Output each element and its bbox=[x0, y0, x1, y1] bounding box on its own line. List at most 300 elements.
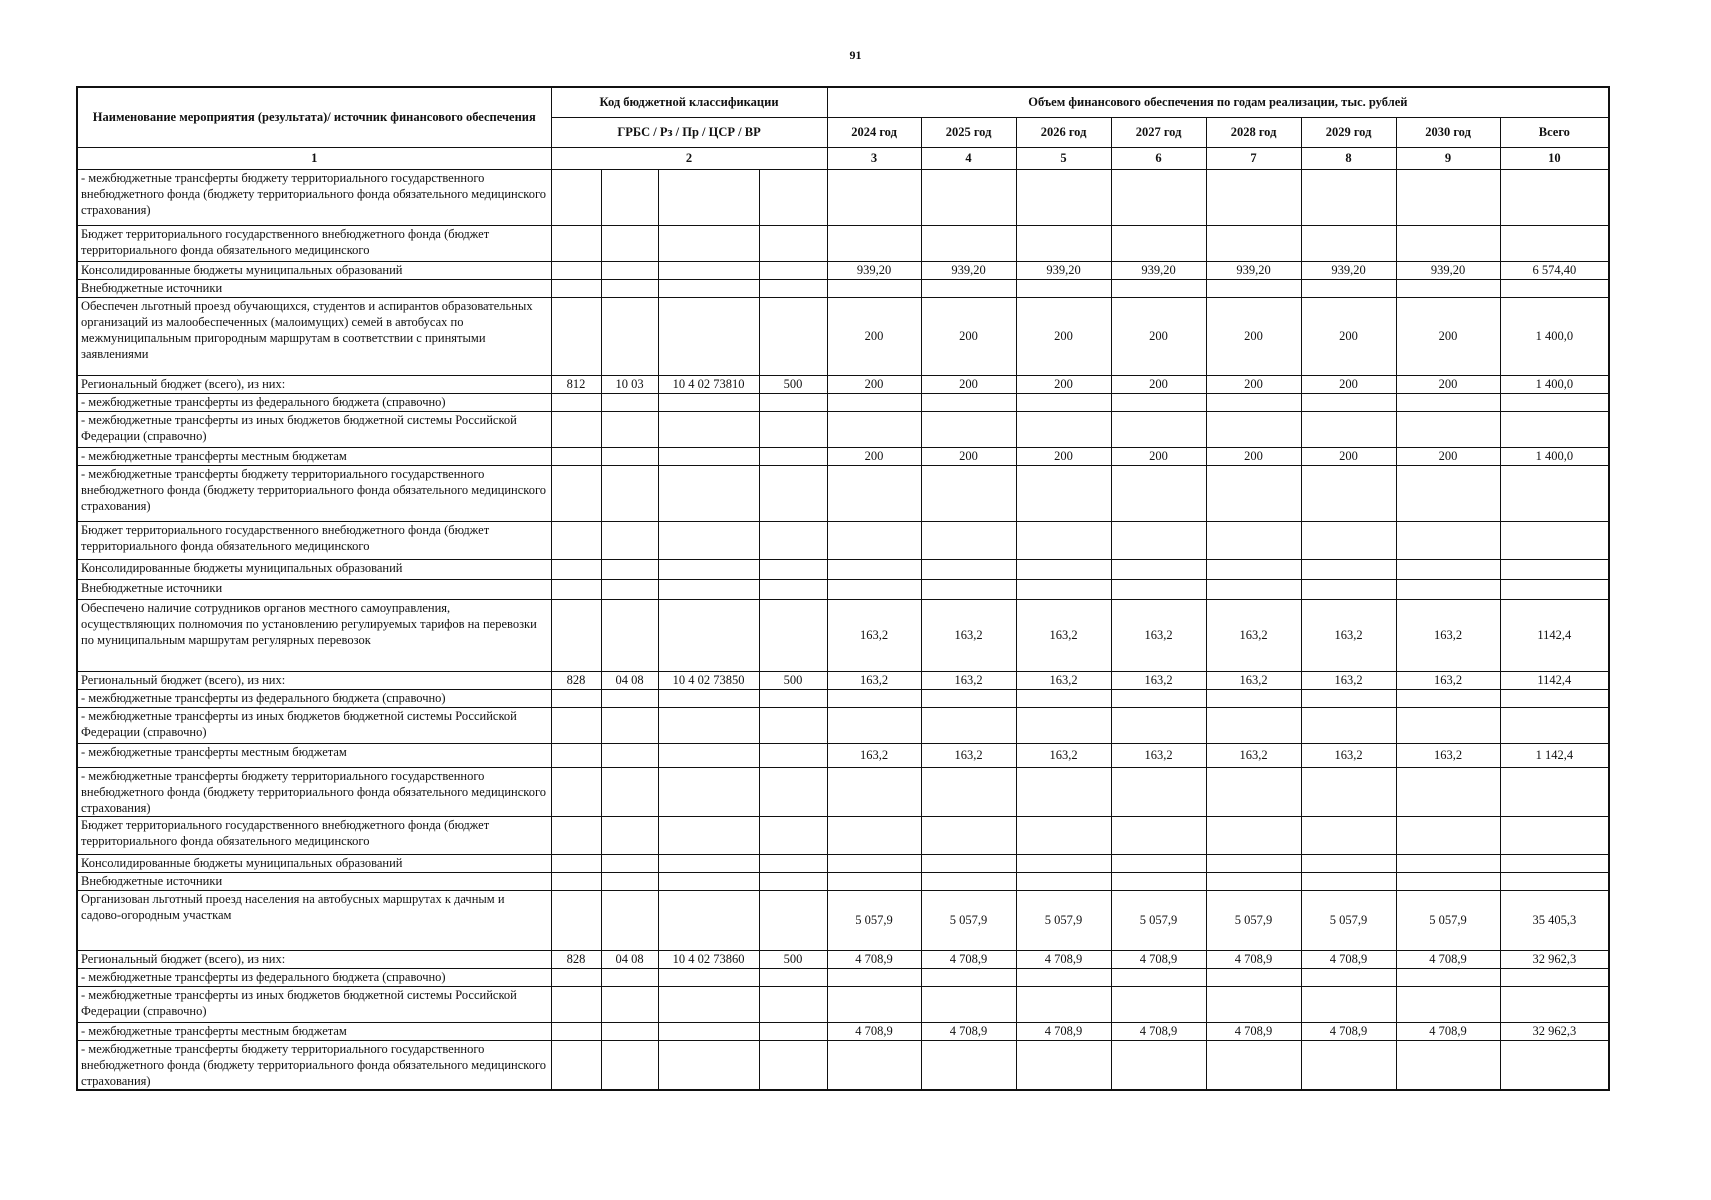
row-name: Внебюджетные источники bbox=[77, 872, 551, 890]
table-row bbox=[77, 279, 1609, 297]
value-year: 5 057,9 bbox=[1111, 890, 1206, 950]
value-year bbox=[921, 689, 1016, 707]
value-year: 200 bbox=[1016, 297, 1111, 375]
value-year bbox=[1206, 465, 1301, 521]
code-csr bbox=[658, 521, 759, 559]
header-code-subheader: ГРБС / Рз / Пр / ЦСР / ВР bbox=[551, 117, 827, 147]
value-year bbox=[1301, 854, 1396, 872]
value-year: 4 708,9 bbox=[1111, 950, 1206, 968]
value-year bbox=[1396, 559, 1500, 579]
code-vr bbox=[759, 279, 827, 297]
code-rz-pr bbox=[601, 393, 658, 411]
value-year bbox=[1111, 521, 1206, 559]
value-total bbox=[1500, 689, 1609, 707]
code-csr bbox=[658, 393, 759, 411]
code-grbs bbox=[551, 579, 601, 599]
value-year: 163,2 bbox=[827, 671, 921, 689]
table-row bbox=[77, 890, 1609, 950]
value-year bbox=[1111, 707, 1206, 743]
code-vr bbox=[759, 599, 827, 671]
value-year bbox=[1206, 968, 1301, 986]
value-year bbox=[1396, 393, 1500, 411]
code-vr bbox=[759, 559, 827, 579]
value-year bbox=[1111, 411, 1206, 447]
value-year: 200 bbox=[827, 447, 921, 465]
code-csr bbox=[658, 297, 759, 375]
value-total bbox=[1500, 767, 1609, 816]
value-year bbox=[921, 279, 1016, 297]
value-year bbox=[1206, 521, 1301, 559]
value-year bbox=[1301, 279, 1396, 297]
value-year bbox=[1301, 411, 1396, 447]
code-rz-pr bbox=[601, 411, 658, 447]
code-grbs bbox=[551, 816, 601, 854]
header-year: 2025 год bbox=[921, 117, 1016, 147]
code-rz-pr bbox=[601, 986, 658, 1022]
header-volume-group: Объем финансового обеспечения по годам реализации, тыс. рублей bbox=[827, 87, 1609, 117]
value-year bbox=[921, 225, 1016, 261]
value-year: 200 bbox=[827, 297, 921, 375]
value-total bbox=[1500, 816, 1609, 854]
value-total: 1 400,0 bbox=[1500, 447, 1609, 465]
value-year: 163,2 bbox=[1111, 743, 1206, 767]
code-csr bbox=[658, 599, 759, 671]
value-year: 163,2 bbox=[1016, 599, 1111, 671]
value-year: 4 708,9 bbox=[827, 950, 921, 968]
value-total bbox=[1500, 279, 1609, 297]
value-year bbox=[827, 279, 921, 297]
code-csr bbox=[658, 854, 759, 872]
value-year bbox=[1301, 169, 1396, 225]
value-year: 200 bbox=[1396, 297, 1500, 375]
value-year bbox=[1301, 968, 1396, 986]
code-grbs bbox=[551, 559, 601, 579]
row-name: - межбюджетные трансферты из иных бюджетов бюджетной системы Российской Федерации (справочно) bbox=[77, 411, 551, 447]
value-year bbox=[1016, 854, 1111, 872]
value-total: 1142,4 bbox=[1500, 671, 1609, 689]
value-year bbox=[1016, 559, 1111, 579]
code-rz-pr: 10 03 bbox=[601, 375, 658, 393]
column-number: 3 bbox=[827, 147, 921, 169]
value-year bbox=[921, 559, 1016, 579]
value-year bbox=[921, 986, 1016, 1022]
code-vr bbox=[759, 1040, 827, 1090]
value-year bbox=[827, 816, 921, 854]
value-year: 163,2 bbox=[1396, 671, 1500, 689]
value-year bbox=[1206, 816, 1301, 854]
value-year bbox=[1206, 872, 1301, 890]
code-vr bbox=[759, 225, 827, 261]
value-year bbox=[1206, 689, 1301, 707]
code-rz-pr bbox=[601, 1022, 658, 1040]
code-rz-pr bbox=[601, 1040, 658, 1090]
table-row bbox=[77, 1022, 1609, 1040]
budget-table-wrapper bbox=[76, 86, 1608, 1091]
value-year bbox=[1301, 816, 1396, 854]
code-csr bbox=[658, 1022, 759, 1040]
header-year: 2027 год bbox=[1111, 117, 1206, 147]
value-year: 163,2 bbox=[1206, 599, 1301, 671]
value-year bbox=[921, 1040, 1016, 1090]
table-row bbox=[77, 521, 1609, 559]
value-year bbox=[1016, 225, 1111, 261]
table-row bbox=[77, 1040, 1609, 1090]
value-year: 163,2 bbox=[1111, 671, 1206, 689]
code-csr bbox=[658, 225, 759, 261]
value-total bbox=[1500, 411, 1609, 447]
value-year bbox=[921, 707, 1016, 743]
code-vr bbox=[759, 521, 827, 559]
column-number: 10 bbox=[1500, 147, 1609, 169]
value-year bbox=[1206, 579, 1301, 599]
code-csr bbox=[658, 689, 759, 707]
value-total bbox=[1500, 393, 1609, 411]
table-row bbox=[77, 465, 1609, 521]
table-row bbox=[77, 968, 1609, 986]
value-year bbox=[1206, 279, 1301, 297]
value-year bbox=[1396, 968, 1500, 986]
value-year bbox=[1301, 986, 1396, 1022]
table-row bbox=[77, 671, 1609, 689]
value-year bbox=[1016, 986, 1111, 1022]
value-total bbox=[1500, 169, 1609, 225]
value-year bbox=[1016, 872, 1111, 890]
budget-table bbox=[76, 86, 1610, 1091]
value-year: 939,20 bbox=[1111, 261, 1206, 279]
value-year: 4 708,9 bbox=[921, 950, 1016, 968]
value-year bbox=[1396, 465, 1500, 521]
row-name: Обеспечено наличие сотрудников органов местного самоуправления, осуществляющих полномочия по установлению регулируемых тарифов на перевозки по муниципальным маршрутам регулярных перевозок bbox=[77, 599, 551, 671]
value-year bbox=[1016, 169, 1111, 225]
table-row bbox=[77, 854, 1609, 872]
code-rz-pr bbox=[601, 521, 658, 559]
value-total: 6 574,40 bbox=[1500, 261, 1609, 279]
table-row bbox=[77, 579, 1609, 599]
row-name: - межбюджетные трансферты местным бюджетам bbox=[77, 743, 551, 767]
value-year bbox=[1111, 559, 1206, 579]
code-vr bbox=[759, 767, 827, 816]
code-grbs bbox=[551, 1040, 601, 1090]
value-year bbox=[827, 986, 921, 1022]
value-year: 163,2 bbox=[1301, 743, 1396, 767]
code-rz-pr bbox=[601, 707, 658, 743]
code-csr bbox=[658, 767, 759, 816]
value-total bbox=[1500, 854, 1609, 872]
code-grbs bbox=[551, 261, 601, 279]
value-year bbox=[1301, 465, 1396, 521]
code-grbs bbox=[551, 854, 601, 872]
code-grbs bbox=[551, 890, 601, 950]
value-year bbox=[1396, 279, 1500, 297]
code-rz-pr: 04 08 bbox=[601, 671, 658, 689]
value-year bbox=[1111, 393, 1206, 411]
row-name: - межбюджетные трансферты местным бюджетам bbox=[77, 1022, 551, 1040]
code-rz-pr bbox=[601, 968, 658, 986]
value-year: 200 bbox=[1206, 297, 1301, 375]
code-grbs bbox=[551, 279, 601, 297]
code-vr bbox=[759, 689, 827, 707]
value-year bbox=[827, 169, 921, 225]
table-row bbox=[77, 599, 1609, 671]
value-year bbox=[1111, 689, 1206, 707]
value-year: 939,20 bbox=[1301, 261, 1396, 279]
value-year: 939,20 bbox=[1016, 261, 1111, 279]
table-row bbox=[77, 447, 1609, 465]
value-year bbox=[827, 767, 921, 816]
code-grbs bbox=[551, 986, 601, 1022]
table-row bbox=[77, 743, 1609, 767]
header-year: 2024 год bbox=[827, 117, 921, 147]
value-year bbox=[1206, 411, 1301, 447]
row-name: Организован льготный проезд населения на автобусных маршрутах к дачным и садово-огородным участкам bbox=[77, 890, 551, 950]
value-year bbox=[1396, 169, 1500, 225]
table-row bbox=[77, 950, 1609, 968]
value-year: 200 bbox=[1111, 447, 1206, 465]
value-year: 4 708,9 bbox=[1206, 950, 1301, 968]
value-total bbox=[1500, 521, 1609, 559]
value-year: 163,2 bbox=[827, 599, 921, 671]
value-year: 200 bbox=[1396, 375, 1500, 393]
value-year: 5 057,9 bbox=[827, 890, 921, 950]
row-name: Бюджет территориального государственного внебюджетного фонда (бюджет территориального фонда обязательного медицинского bbox=[77, 225, 551, 261]
value-year: 200 bbox=[1301, 447, 1396, 465]
value-year bbox=[921, 767, 1016, 816]
table-row bbox=[77, 375, 1609, 393]
value-year bbox=[1396, 854, 1500, 872]
value-year bbox=[1111, 225, 1206, 261]
value-year bbox=[1301, 872, 1396, 890]
code-csr bbox=[658, 169, 759, 225]
code-rz-pr bbox=[601, 767, 658, 816]
table-row bbox=[77, 707, 1609, 743]
value-year: 4 708,9 bbox=[921, 1022, 1016, 1040]
value-total: 32 962,3 bbox=[1500, 1022, 1609, 1040]
value-year bbox=[1206, 559, 1301, 579]
value-total bbox=[1500, 707, 1609, 743]
value-year: 200 bbox=[921, 375, 1016, 393]
value-year: 4 708,9 bbox=[1301, 950, 1396, 968]
value-total: 1 142,4 bbox=[1500, 743, 1609, 767]
value-total bbox=[1500, 872, 1609, 890]
value-year: 163,2 bbox=[1301, 599, 1396, 671]
value-year: 4 708,9 bbox=[1396, 950, 1500, 968]
value-year bbox=[1396, 521, 1500, 559]
table-row bbox=[77, 559, 1609, 579]
code-vr bbox=[759, 854, 827, 872]
value-year bbox=[1016, 707, 1111, 743]
code-rz-pr bbox=[601, 447, 658, 465]
value-year bbox=[921, 579, 1016, 599]
column-number: 4 bbox=[921, 147, 1016, 169]
code-vr: 500 bbox=[759, 950, 827, 968]
table-row bbox=[77, 393, 1609, 411]
value-year: 200 bbox=[921, 297, 1016, 375]
code-csr bbox=[658, 279, 759, 297]
code-vr bbox=[759, 968, 827, 986]
code-csr bbox=[658, 447, 759, 465]
value-year: 163,2 bbox=[1206, 671, 1301, 689]
code-csr bbox=[658, 890, 759, 950]
value-year bbox=[921, 816, 1016, 854]
value-year: 200 bbox=[1301, 375, 1396, 393]
value-year: 939,20 bbox=[921, 261, 1016, 279]
value-year: 163,2 bbox=[1396, 599, 1500, 671]
code-vr bbox=[759, 411, 827, 447]
table-row bbox=[77, 225, 1609, 261]
value-year bbox=[827, 521, 921, 559]
value-year bbox=[1111, 465, 1206, 521]
value-year bbox=[1111, 279, 1206, 297]
value-year: 200 bbox=[1206, 447, 1301, 465]
code-csr bbox=[658, 872, 759, 890]
code-csr: 10 4 02 73810 bbox=[658, 375, 759, 393]
value-total bbox=[1500, 579, 1609, 599]
value-year: 4 708,9 bbox=[827, 1022, 921, 1040]
value-year: 4 708,9 bbox=[1016, 1022, 1111, 1040]
value-year: 163,2 bbox=[1016, 743, 1111, 767]
value-year: 163,2 bbox=[1301, 671, 1396, 689]
code-csr bbox=[658, 579, 759, 599]
value-year bbox=[1016, 465, 1111, 521]
value-year bbox=[1206, 854, 1301, 872]
value-year bbox=[1111, 1040, 1206, 1090]
column-number: 7 bbox=[1206, 147, 1301, 169]
code-vr bbox=[759, 393, 827, 411]
code-rz-pr bbox=[601, 816, 658, 854]
code-rz-pr bbox=[601, 872, 658, 890]
value-year bbox=[1301, 707, 1396, 743]
row-name: Обеспечен льготный проезд обучающихся, студентов и аспирантов образовательных организаций из малообеспеченных (малоимущих) семей в автобусах по межмуниципальным пригородным маршрутам в соответствии с принятыми заявлениями bbox=[77, 297, 551, 375]
code-csr: 10 4 02 73850 bbox=[658, 671, 759, 689]
value-year: 200 bbox=[921, 447, 1016, 465]
code-rz-pr bbox=[601, 579, 658, 599]
header-code-group: Код бюджетной классификации bbox=[551, 87, 827, 117]
value-year bbox=[1206, 1040, 1301, 1090]
code-csr bbox=[658, 411, 759, 447]
value-year: 5 057,9 bbox=[921, 890, 1016, 950]
value-year bbox=[921, 872, 1016, 890]
value-year bbox=[1016, 521, 1111, 559]
row-name: - межбюджетные трансферты бюджету территориального государственного внебюджетного фонда (бюджету территориального фонда обязательного медицинского страхования) bbox=[77, 169, 551, 225]
value-total bbox=[1500, 465, 1609, 521]
value-year: 163,2 bbox=[921, 671, 1016, 689]
value-year: 5 057,9 bbox=[1301, 890, 1396, 950]
value-year: 5 057,9 bbox=[1016, 890, 1111, 950]
value-year bbox=[827, 465, 921, 521]
header-year: 2028 год bbox=[1206, 117, 1301, 147]
value-total bbox=[1500, 968, 1609, 986]
value-year bbox=[1111, 854, 1206, 872]
header-total: Всего bbox=[1500, 117, 1609, 147]
value-year: 163,2 bbox=[1206, 743, 1301, 767]
value-year: 5 057,9 bbox=[1206, 890, 1301, 950]
value-year bbox=[1396, 579, 1500, 599]
value-year: 200 bbox=[1016, 447, 1111, 465]
value-total: 35 405,3 bbox=[1500, 890, 1609, 950]
code-grbs bbox=[551, 689, 601, 707]
column-number: 6 bbox=[1111, 147, 1206, 169]
value-year: 4 708,9 bbox=[1396, 1022, 1500, 1040]
column-number: 2 bbox=[551, 147, 827, 169]
table-row bbox=[77, 411, 1609, 447]
code-csr bbox=[658, 816, 759, 854]
value-year: 200 bbox=[1111, 375, 1206, 393]
value-year bbox=[921, 465, 1016, 521]
value-year bbox=[921, 411, 1016, 447]
table-row bbox=[77, 872, 1609, 890]
value-year bbox=[1396, 872, 1500, 890]
code-vr bbox=[759, 890, 827, 950]
value-year: 200 bbox=[1016, 375, 1111, 393]
value-year: 163,2 bbox=[827, 743, 921, 767]
value-year bbox=[1016, 1040, 1111, 1090]
value-year bbox=[1016, 689, 1111, 707]
value-year: 4 708,9 bbox=[1016, 950, 1111, 968]
code-grbs bbox=[551, 599, 601, 671]
code-vr bbox=[759, 465, 827, 521]
value-year bbox=[1206, 986, 1301, 1022]
header-name-column: Наименование мероприятия (результата)/ источник финансового обеспечения bbox=[77, 87, 551, 147]
row-name: - межбюджетные трансферты местным бюджетам bbox=[77, 447, 551, 465]
code-rz-pr bbox=[601, 261, 658, 279]
code-vr bbox=[759, 986, 827, 1022]
value-year bbox=[1396, 411, 1500, 447]
code-grbs bbox=[551, 465, 601, 521]
row-name: Внебюджетные источники bbox=[77, 579, 551, 599]
row-name: - межбюджетные трансферты из федерального бюджета (справочно) bbox=[77, 689, 551, 707]
value-year bbox=[921, 521, 1016, 559]
code-csr bbox=[658, 968, 759, 986]
value-year bbox=[827, 579, 921, 599]
value-year bbox=[827, 707, 921, 743]
value-year bbox=[827, 854, 921, 872]
value-year: 163,2 bbox=[1396, 743, 1500, 767]
value-year bbox=[1396, 689, 1500, 707]
value-total bbox=[1500, 986, 1609, 1022]
code-vr bbox=[759, 743, 827, 767]
code-grbs bbox=[551, 447, 601, 465]
value-year bbox=[827, 411, 921, 447]
row-name: Консолидированные бюджеты муниципальных образований bbox=[77, 261, 551, 279]
code-rz-pr bbox=[601, 169, 658, 225]
code-vr: 500 bbox=[759, 375, 827, 393]
code-rz-pr bbox=[601, 854, 658, 872]
value-year: 4 708,9 bbox=[1301, 1022, 1396, 1040]
value-year bbox=[1396, 1040, 1500, 1090]
code-rz-pr bbox=[601, 890, 658, 950]
value-year: 939,20 bbox=[1396, 261, 1500, 279]
code-vr bbox=[759, 297, 827, 375]
code-rz-pr bbox=[601, 599, 658, 671]
value-year bbox=[1016, 393, 1111, 411]
value-year: 163,2 bbox=[921, 599, 1016, 671]
value-total: 1 400,0 bbox=[1500, 375, 1609, 393]
column-number: 8 bbox=[1301, 147, 1396, 169]
value-year: 163,2 bbox=[921, 743, 1016, 767]
code-rz-pr bbox=[601, 279, 658, 297]
value-year bbox=[827, 968, 921, 986]
value-year bbox=[827, 225, 921, 261]
code-grbs: 828 bbox=[551, 671, 601, 689]
value-year: 200 bbox=[1206, 375, 1301, 393]
value-year bbox=[1396, 816, 1500, 854]
row-name: Внебюджетные источники bbox=[77, 279, 551, 297]
value-year bbox=[1016, 411, 1111, 447]
code-rz-pr bbox=[601, 689, 658, 707]
column-number: 1 bbox=[77, 147, 551, 169]
value-total bbox=[1500, 225, 1609, 261]
code-vr: 500 bbox=[759, 671, 827, 689]
